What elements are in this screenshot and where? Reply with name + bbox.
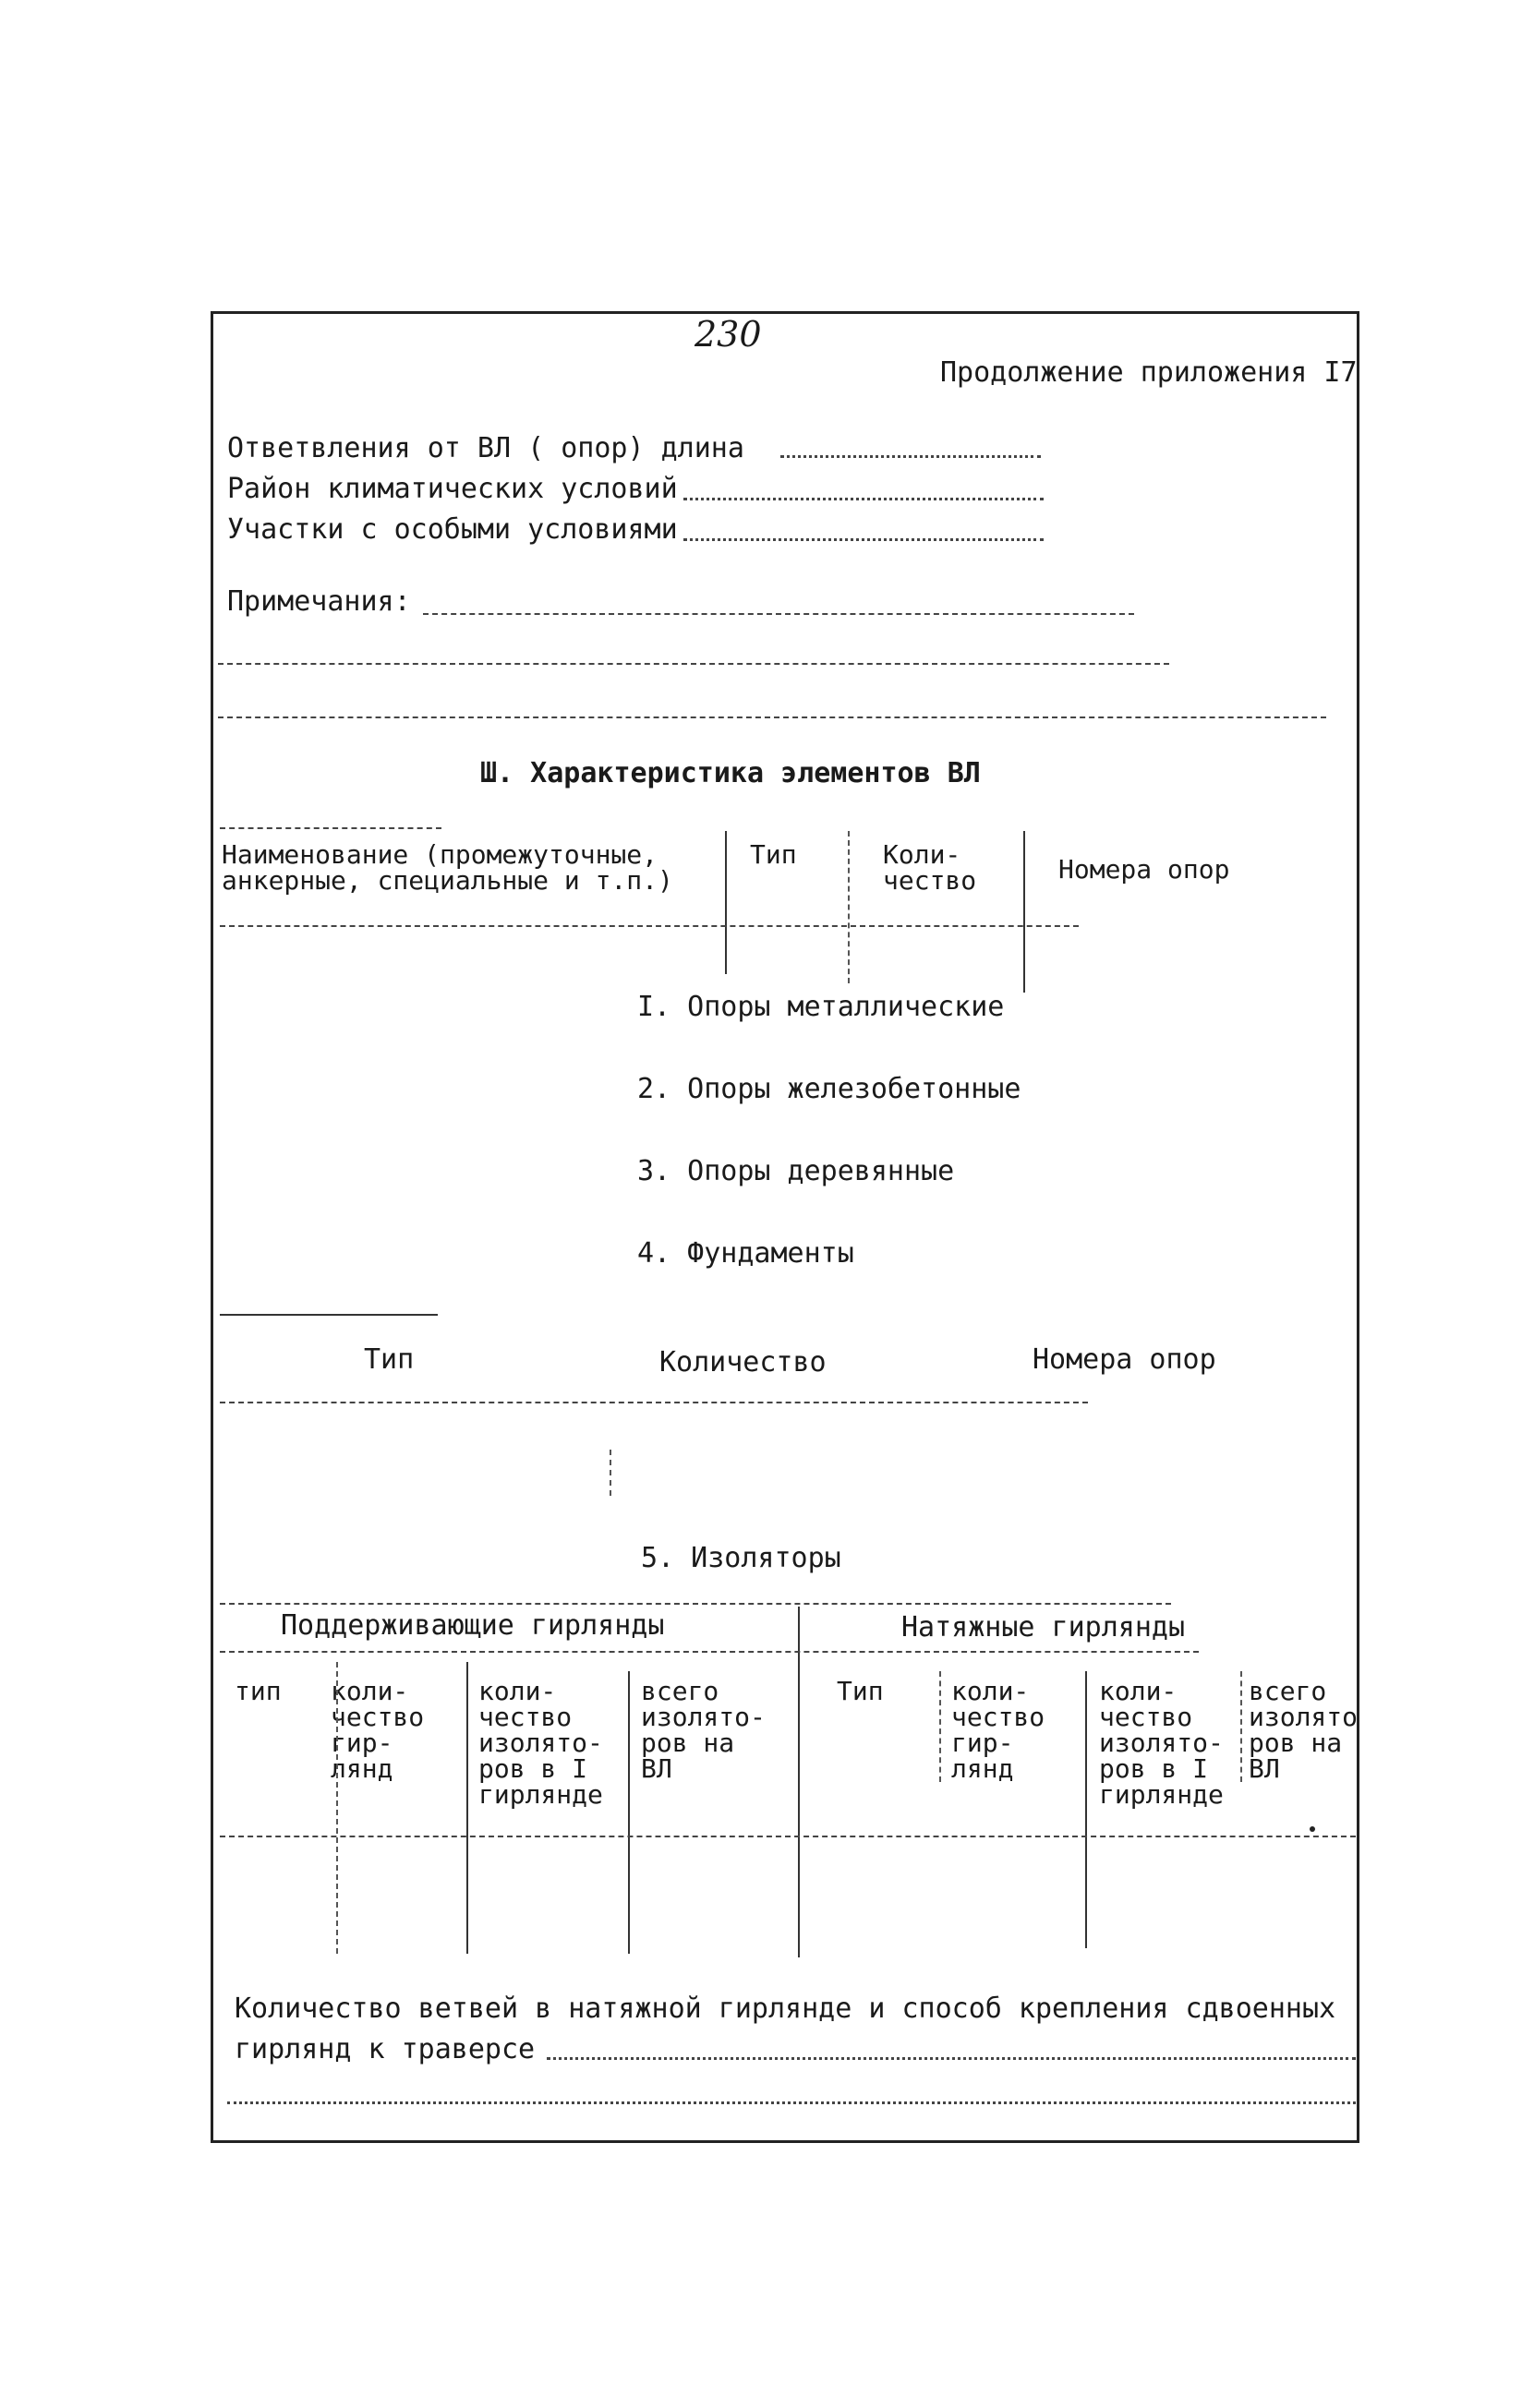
footer-text-line-1: Количество ветвей в натяжной гирлянде и способ крепления сдвоенных [235,1993,1336,2025]
groups-divider [798,1607,800,1957]
branches-fill-line[interactable] [780,455,1041,458]
supports-divider-3 [1023,831,1025,993]
footer-fill-line-2[interactable] [227,2101,1356,2104]
foundations-header-bottom-line [220,1402,1088,1403]
groups-bottom-line [220,1651,1199,1653]
supports-divider-1 [725,831,727,974]
tension-col-total: всего изолято ров на ВЛ [1249,1676,1359,1784]
tension-col-per-string: коли- чество изолято- ров в I гирлянде [1099,1676,1224,1810]
footer-fill-line-1[interactable] [547,2057,1356,2060]
notes-line-1[interactable] [423,613,1134,615]
special-sections-label: Участки с особыми условиями [227,513,678,546]
category-metal: I. Опоры металлические [637,991,1005,1023]
tension-col-strings: коли- чество гир- лянд [951,1676,1045,1784]
footer-text-line-2: гирлянд к траверсе [235,2033,536,2065]
supports-table-top-line [220,827,441,829]
supports-header-bottom-line [220,925,1079,927]
supports-divider-2 [848,831,850,983]
col-numbers-header: Номера опор [1058,854,1230,885]
page-number: 230 [695,314,762,355]
insulators-title: 5. Изоляторы [641,1542,841,1574]
tension-col-type: Тип [837,1676,884,1706]
foundations-col-qty: Количество [659,1346,827,1379]
ins-divider-6 [1085,1671,1087,1948]
notes-label: Примечания: [227,585,411,618]
notes-line-3[interactable] [218,716,1326,718]
foundations-divider [610,1450,611,1496]
category-foundations: 4. Фундаменты [637,1237,854,1270]
ink-dot [1310,1826,1315,1832]
ins-divider-2 [466,1662,468,1954]
col-name-header: Наименование (промежуточные, анкерные, специальные и т.п.) [222,839,673,896]
ins-divider-5 [939,1671,941,1782]
foundations-col-type: Тип [364,1343,415,1376]
foundations-top-line [220,1314,438,1316]
tension-strings-header: Натяжные гирлянды [901,1611,1186,1643]
section-title: Ш. Характеристика элементов ВЛ [480,757,981,789]
foundations-col-numbers: Номера опор [1033,1343,1216,1376]
special-sections-fill-line[interactable] [683,538,1044,541]
support-col-per-string: коли- чество изолято- ров в I гирлянде [478,1676,603,1810]
category-concrete: 2. Опоры железобетонные [637,1073,1021,1105]
support-strings-header: Поддерживающие гирлянды [281,1609,665,1642]
support-col-type: тип [235,1676,282,1706]
col-type-header: Тип [750,839,797,870]
insulators-header-bottom-line [220,1836,1356,1837]
ins-divider-3 [628,1671,630,1954]
notes-line-2[interactable] [218,663,1169,665]
support-col-strings: коли- чество гир- лянд [331,1676,425,1784]
ins-divider-1 [336,1662,338,1954]
ins-divider-7 [1240,1671,1242,1782]
support-col-total: всего изолято- ров на ВЛ [641,1676,766,1784]
climate-region-label: Район климатических условий [227,473,678,505]
climate-region-fill-line[interactable] [683,498,1044,500]
insulators-top-line [220,1603,1171,1605]
appendix-header: Продолжение приложения I7 [940,356,1358,389]
col-qty-header: Коли- чество [883,839,977,896]
branches-label: Ответвления от ВЛ ( опор) длина [227,432,744,464]
category-wood: 3. Опоры деревянные [637,1155,955,1187]
